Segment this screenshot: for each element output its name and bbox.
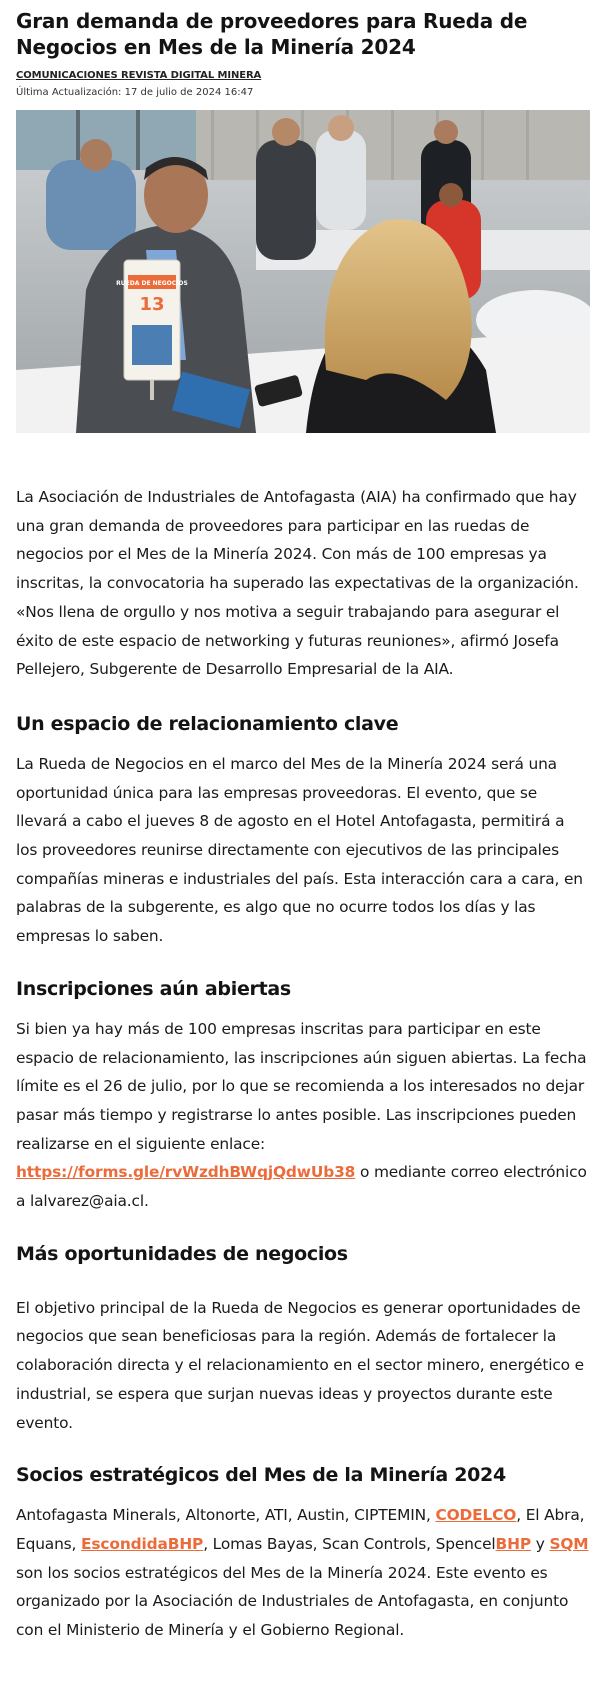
codelco-link[interactable]: CODELCO xyxy=(435,1506,517,1525)
socios-text-3: , Lomas Bayas, Scan Controls, Spencel xyxy=(203,1534,496,1553)
intro-paragraph: La Asociación de Industriales de Antofagasta (AIA) ha confirmado que hay una gran demanda de proveedores para participar en las ruedas de negocios por el Mes de la Minería 2024. Con más de 100 empresas ya inscritas, la convocatoria ha superado las expectativas de la organización. «Nos llena de orgullo y nos motiva a seguir trabajando para asegurar el éxito de este espacio de networking y futuras reuniones», afirmó Josefa Pellejero, Subgerente de Desarrollo Empresarial de la AIA. xyxy=(16,488,579,679)
escondida-link[interactable]: Escondida xyxy=(81,1534,168,1553)
heading-socios: Socios estratégicos del Mes de la Minería 2024 xyxy=(16,1464,506,1487)
article-title: Gran demanda de proveedores para Rueda de Negocios en Mes de la Minería 2024 xyxy=(16,9,528,59)
badge-text: RUEDA DE NEGOCIOS xyxy=(116,280,188,287)
paragraph-oportunidades: El objetivo principal de la Rueda de Negocios es generar oportunidades de negocios que sean beneficiosas para la región. Además de fortalecer la colaboración directa y el relacionamiento en el sector minero, energético e industrial, se espera que surjan nuevas ideas y proyectos durante este evento. xyxy=(16,1298,584,1432)
paragraph-socios xyxy=(16,1501,590,1645)
table-number-sign xyxy=(116,260,188,400)
inscripciones-text-after: o mediante correo electrónico a lalvarez@aia.cl. xyxy=(16,1163,587,1211)
heading-inscripciones: Inscripciones aún abiertas xyxy=(16,977,291,1000)
heading-oportunidades: Más oportunidades de negocios xyxy=(16,1242,348,1265)
last-updated xyxy=(16,87,590,98)
paragraph-inscripciones xyxy=(16,1015,590,1216)
author-link[interactable]: COMUNICACIONES REVISTA DIGITAL MINERA xyxy=(16,70,262,81)
article xyxy=(0,8,606,1645)
bhp-link-1[interactable]: BHP xyxy=(167,1534,204,1553)
socios-text-1: Antofagasta Minerals, Altonorte, ATI, Austin, CIPTEMIN, xyxy=(16,1506,436,1525)
registration-form-link[interactable]: https://forms.gle/rvWzdhBWqjQdwUb38 xyxy=(16,1163,356,1182)
socios-text-2: , El Abra, Equans, xyxy=(16,1506,585,1553)
table-number: 13 xyxy=(139,294,165,315)
socios-text-4: y xyxy=(530,1534,550,1553)
sqm-link[interactable]: SQM xyxy=(549,1534,589,1553)
article-photo xyxy=(16,110,590,433)
updated-date: 17 de julio de 2024 16:47 xyxy=(124,87,254,98)
heading-espacio: Un espacio de relacionamiento clave xyxy=(16,712,399,735)
updated-label: Última Actualización: xyxy=(16,87,122,98)
socios-text-5: son los socios estratégicos del Mes de la Minería 2024. Este evento es organizado por la Asociación de Industriales de Antofagasta, en conjunto con el Ministerio de Minería y el Gobierno Regional. xyxy=(16,1563,569,1640)
bhp-link-2[interactable]: BHP xyxy=(495,1534,531,1553)
paragraph-espacio: La Rueda de Negocios en el marco del Mes de la Minería 2024 será una oportunidad única para las empresas proveedoras. El evento, que se llevará a cabo el jueves 8 de agosto en el Hotel Antofagasta, permitirá a los proveedores reunirse directamente con ejecutivos de las principales compañías mineras e industriales del país. Esta interacción cara a cara, en palabras de la subgerente, es algo que no ocurre todos los días y las empresas lo saben. xyxy=(16,754,583,946)
inscripciones-text-before: Si bien ya hay más de 100 empresas inscritas para participar en este espacio de relacionamiento, las inscripciones aún siguen abiertas. La fecha límite es el 26 de julio, por lo que se recomienda a los interesados no dejar pasar más tiempo y registrarse lo antes posible. Las inscripciones pueden realizarse en el siguiente enlace: xyxy=(16,1019,587,1153)
